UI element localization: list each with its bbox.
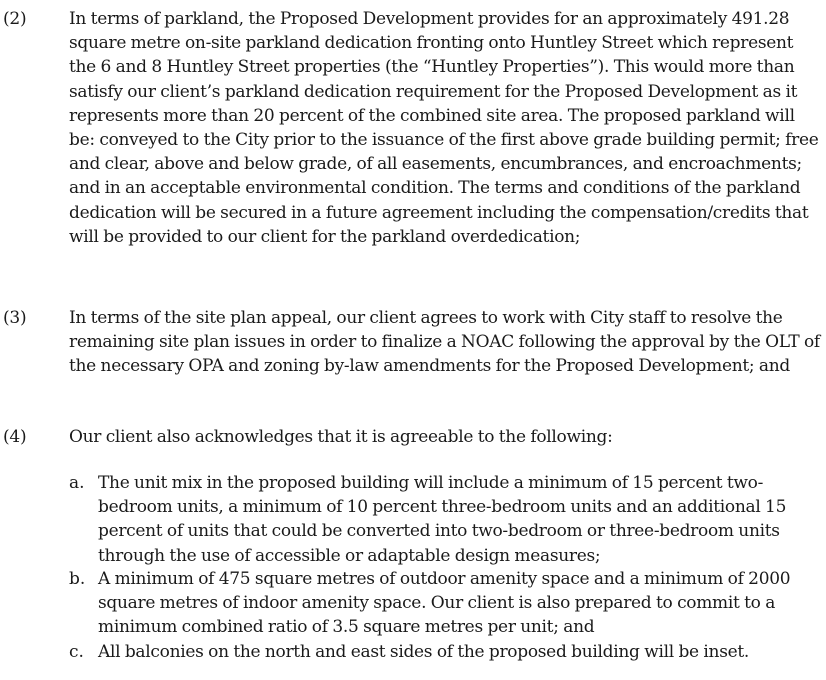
sub-item-text: All balconies on the north and east sides of the proposed building will be inset. [98, 642, 750, 662]
sub-item-marker: c. [69, 642, 84, 662]
paragraph-number: (2) [3, 9, 27, 29]
sub-item-marker: b. [69, 569, 86, 589]
sub-item-marker: a. [69, 473, 85, 493]
sub-item-text: A minimum of 475 square metres of outdoor amenity space and a minimum of 2000 square metres of indoor amenity space. Our client is also prepared to commit to a minimum combined ratio of 3.5 square metres per unit; and [98, 569, 791, 638]
paragraph-number: (4) [3, 427, 27, 447]
paragraph-text: In terms of the site plan appeal, our client agrees to work with City staff to resolve the remaining site plan issues in order to finalize a NOAC following the approval by the OLT of the necessary OPA and zoning by-law amendments for the Proposed Development; and [69, 308, 820, 377]
sub-item-text: The unit mix in the proposed building will include a minimum of 15 percent two-bedroom units, a minimum of 10 percent three-bedroom units and an additional 15 percent of units that could be converted into two-bedroom or three-bedroom units through the use of accessible or adaptable design measures; [98, 473, 787, 566]
paragraph-number: (3) [3, 308, 27, 328]
paragraph-text: In terms of parkland, the Proposed Development provides for an approximately 491.28 square metre on-site parkland dedication fronting onto Huntley Street which represent the 6 and 8 Huntley Street properties (the “Huntley Properties”). This would more than satisfy our client’s parkland dedication requirement for the Proposed Development as it represents more than 20 percent of the combined site area. The proposed parkland will be: conveyed to the City prior to the issuance of the first above grade building permit; free and clear, above and below grade, of all easements, encumbrances, and encroachments; and in an acceptable environmental condition. The terms and conditions of the parkland dedication will be secured in a future agreement including the compensation/credits that will be provided to our client for the parkland overdedication; [69, 9, 819, 247]
paragraph-text: Our client also acknowledges that it is agreeable to the following: [69, 427, 613, 447]
